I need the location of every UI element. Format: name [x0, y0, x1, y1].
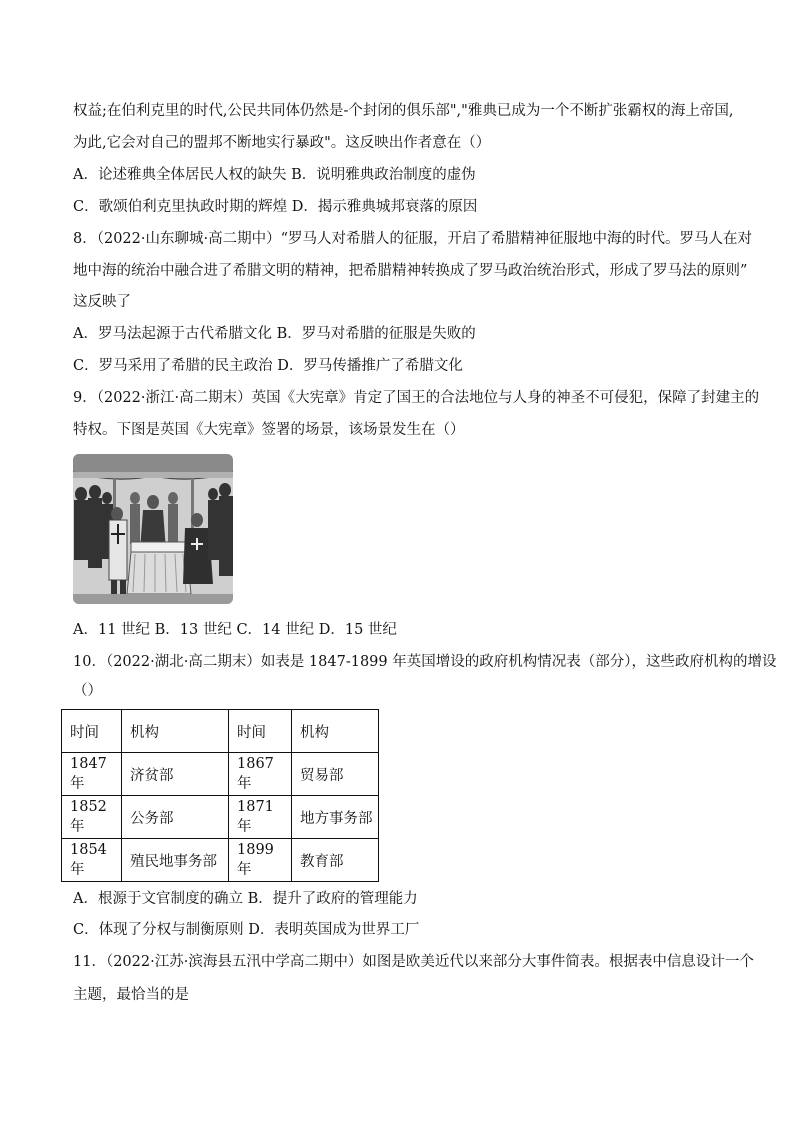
table-cell: 教育部: [292, 839, 379, 882]
table-header-cell: 机构: [122, 710, 229, 753]
q11-stem-line2: 主题，最恰当的是: [73, 987, 189, 1003]
q7-options-row2: C．歌颂伯利克里执政时期的辉煌 D．揭示雅典城邦衰落的原因: [73, 199, 478, 215]
q9-stem-line2: 特权。下图是英国《大宪章》签署的场景，该场景发生在（）: [73, 422, 465, 438]
table-header-cell: 时间: [229, 710, 292, 753]
q10-stem-line2: （）: [73, 683, 102, 699]
magna-carta-signing-illustration: [73, 454, 233, 604]
table-cell: 1847 年: [62, 753, 122, 796]
table-cell: 地方事务部: [292, 796, 379, 839]
q9-options-row1: A．11 世纪 B．13 世纪 C．14 世纪 D．15 世纪: [73, 622, 397, 638]
gov-agencies-table: [61, 709, 379, 882]
table-row: [62, 753, 379, 796]
q8-stem-line2: 地中海的统治中融合进了希腊文明的精神，把希腊精神转换成了罗马政治统治形式，形成了罗马法的原则”: [73, 263, 748, 279]
table-row: [62, 839, 379, 882]
table-cell: 1852 年: [62, 796, 122, 839]
q10-options-row1: A．根源于文官制度的确立 B．提升了政府的管理能力: [73, 891, 418, 907]
q7-stem-line1: 权益;在伯利克里的时代,公民共同体仍然是-个封闭的俱乐部","雅典已成为一个不断扩张霸权的海上帝国,: [73, 103, 734, 119]
q8-stem-line1: 8．（2022·山东聊城·高二期中）“罗马人对希腊人的征服，开启了希腊精神征服地中海的时代。罗马人在对: [73, 231, 753, 247]
table-cell: 贸易部: [292, 753, 379, 796]
q8-options-row1: A．罗马法起源于古代希腊文化 B．罗马对希腊的征服是失败的: [73, 326, 476, 342]
q11-stem-line1: 11．（2022·江苏·滨海县五汛中学高二期中）如图是欧美近代以来部分大事件简表。根据表中信息设计一个: [73, 954, 754, 970]
q8-stem-line3: 这反映了: [73, 294, 131, 310]
table-cell: 1871 年: [229, 796, 292, 839]
q8-options-row2: C．罗马采用了希腊的民主政治 D．罗马传播推广了希腊文化: [73, 358, 463, 374]
q10-stem-line1: 10．（2022·湖北·高二期末）如表是 1847-1899 年英国增设的政府机构情况表（部分），这些政府机构的增设: [73, 654, 777, 670]
q9-stem-line1: 9．（2022·浙江·高二期末）英国《大宪章》肯定了国王的合法地位与人身的神圣不可侵犯，保障了封建主的: [73, 390, 760, 406]
table-cell: 1854 年: [62, 839, 122, 882]
table-cell: 殖民地事务部: [122, 839, 229, 882]
table-header-cell: 时间: [62, 710, 122, 753]
table-row: [62, 796, 379, 839]
table-cell: 济贫部: [122, 753, 229, 796]
table-cell: 1867 年: [229, 753, 292, 796]
table-header-row: [62, 710, 379, 753]
table-cell: 1899 年: [229, 839, 292, 882]
q7-stem-line2: 为此,它会对自己的盟邦不断地实行暴政"。这反映出作者意在（）: [73, 135, 491, 151]
table-header-cell: 机构: [292, 710, 379, 753]
q10-options-row2: C．体现了分权与制衡原则 D．表明英国成为世界工厂: [73, 922, 420, 938]
q7-options-row1: A．论述雅典全体居民人权的缺失 B．说明雅典政治制度的虚伪: [73, 167, 476, 183]
table-cell: 公务部: [122, 796, 229, 839]
